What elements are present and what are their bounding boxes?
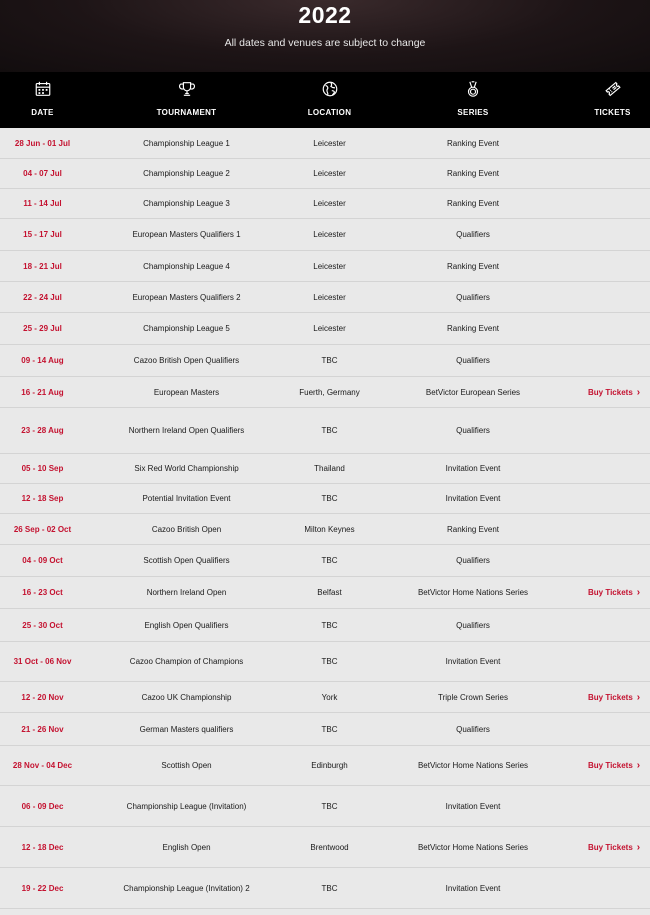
column-tickets	[575, 72, 650, 128]
event-tournament	[85, 692, 288, 703]
event-date-text: 19 - 22 Dec	[21, 883, 64, 893]
column-series	[371, 72, 575, 128]
event-series-text: Ranking Event	[446, 261, 500, 271]
event-location-text: York	[321, 692, 338, 702]
event-date-text: 18 - 21 Jul	[23, 261, 62, 271]
calendar-icon	[34, 80, 52, 98]
event-tournament-text: European Masters Qualifiers 1	[132, 230, 241, 239]
event-date-text: 16 - 21 Aug	[21, 387, 64, 397]
event-series-text: BetVictor European Series	[425, 387, 521, 397]
column-tournament	[85, 72, 288, 128]
event-date-text: 12 - 20 Nov	[21, 692, 64, 702]
event-location-text: TBC	[321, 494, 338, 503]
event-tournament	[85, 760, 288, 771]
event-tournament	[85, 555, 288, 566]
schedule-table	[0, 128, 650, 909]
event-series-text: Qualifiers	[456, 230, 490, 239]
event-date	[0, 229, 85, 240]
event-series-text: Ranking Event	[446, 169, 500, 178]
event-tournament	[85, 198, 288, 209]
event-date-text: 25 - 30 Oct	[22, 620, 63, 630]
chevron-right-icon[interactable]: ›	[636, 841, 641, 853]
event-location	[288, 724, 371, 735]
table-row	[0, 868, 650, 909]
column-date-label: DATE	[31, 108, 54, 117]
event-tournament	[85, 656, 288, 667]
event-location-text: TBC	[321, 620, 338, 630]
event-series	[371, 692, 575, 703]
event-series	[371, 555, 575, 566]
buy-tickets-link[interactable]	[575, 387, 650, 398]
event-tournament-text: Championship League 4	[143, 261, 230, 271]
event-tournament	[85, 883, 288, 894]
event-series-text: Qualifiers	[456, 356, 490, 365]
event-date-text: 12 - 18 Sep	[21, 494, 64, 503]
event-location-text: TBC	[321, 657, 338, 666]
event-tournament-text: Cazoo British Open Qualifiers	[133, 356, 240, 365]
event-location	[288, 355, 371, 366]
event-series	[371, 425, 575, 436]
event-series	[371, 323, 575, 334]
event-date	[0, 493, 85, 504]
table-row	[0, 189, 650, 219]
buy-tickets-label[interactable]: Buy Tickets	[588, 692, 633, 702]
event-date	[0, 198, 85, 209]
table-row	[0, 682, 650, 713]
event-tournament-text: English Open Qualifiers	[144, 620, 229, 630]
event-series	[371, 463, 575, 474]
event-series-text: Qualifiers	[456, 292, 490, 302]
event-location-text: Brentwood	[310, 842, 349, 852]
event-date	[0, 620, 85, 631]
event-location	[288, 555, 371, 566]
event-location	[288, 801, 371, 812]
table-row	[0, 609, 650, 642]
event-tournament-text: German Masters qualifiers	[139, 724, 234, 734]
event-series-text: Invitation Event	[445, 464, 501, 473]
event-date-text: 09 - 14 Aug	[21, 356, 64, 365]
table-row	[0, 128, 650, 159]
column-tournament-label: TOURNAMENT	[156, 108, 217, 117]
event-date-text: 23 - 28 Aug	[21, 426, 64, 435]
event-location-text: TBC	[321, 883, 338, 893]
event-date	[0, 724, 85, 735]
event-location	[288, 229, 371, 240]
event-location	[288, 620, 371, 631]
event-series	[371, 842, 575, 853]
page-title: 2022	[298, 2, 352, 28]
event-tournament	[85, 587, 288, 598]
event-series	[371, 524, 575, 535]
event-series	[371, 587, 575, 598]
page-hero	[0, 0, 650, 72]
event-date	[0, 387, 85, 398]
event-tournament	[85, 387, 288, 398]
event-location	[288, 692, 371, 703]
event-series-text: BetVictor Home Nations Series	[417, 761, 529, 770]
event-tournament-text: Northern Ireland Open	[146, 588, 227, 597]
buy-tickets-link[interactable]	[575, 842, 650, 853]
event-location-text: Edinburgh	[311, 761, 348, 770]
event-series	[371, 493, 575, 504]
event-series	[371, 760, 575, 771]
event-date	[0, 842, 85, 853]
event-tournament	[85, 463, 288, 474]
event-tournament-text: European Masters Qualifiers 2	[132, 292, 241, 302]
event-date	[0, 801, 85, 812]
event-location	[288, 842, 371, 853]
event-location	[288, 463, 371, 474]
event-series	[371, 387, 575, 398]
table-row	[0, 484, 650, 514]
event-date-text: 31 Oct - 06 Nov	[13, 657, 72, 666]
event-date	[0, 292, 85, 303]
event-tournament	[85, 425, 288, 436]
event-date-text: 05 - 10 Sep	[21, 464, 64, 473]
event-series-text: Ranking Event	[446, 199, 500, 208]
event-series	[371, 229, 575, 240]
table-row	[0, 219, 650, 251]
event-location-text: Belfast	[317, 588, 342, 597]
event-tournament-text: Scottish Open	[161, 761, 212, 770]
event-series-text: Qualifiers	[456, 556, 490, 565]
event-location-text: Leicester	[313, 138, 346, 148]
event-series	[371, 883, 575, 894]
event-series-text: Invitation Event	[445, 801, 501, 811]
table-row	[0, 514, 650, 545]
event-location-text: TBC	[321, 426, 338, 435]
event-series-text: Ranking Event	[446, 524, 500, 534]
buy-tickets-link[interactable]	[575, 760, 650, 771]
column-date	[0, 72, 85, 128]
column-location	[288, 72, 371, 128]
event-date	[0, 323, 85, 334]
buy-tickets-link[interactable]	[575, 692, 650, 703]
buy-tickets-label[interactable]: Buy Tickets	[588, 588, 633, 597]
event-location-text: Milton Keynes	[304, 524, 355, 534]
table-row	[0, 251, 650, 282]
table-row	[0, 642, 650, 682]
event-series-text: Ranking Event	[446, 324, 500, 333]
medal-icon	[464, 80, 482, 98]
event-location	[288, 524, 371, 535]
event-date	[0, 355, 85, 366]
event-location-text: TBC	[321, 801, 338, 811]
event-date-text: 26 Sep - 02 Oct	[13, 524, 72, 534]
chevron-right-icon[interactable]: ›	[636, 760, 641, 771]
event-series	[371, 724, 575, 735]
event-location-text: Leicester	[313, 261, 346, 271]
event-tournament	[85, 292, 288, 303]
event-date-text: 11 - 14 Jul	[23, 199, 62, 208]
event-location	[288, 883, 371, 894]
event-date	[0, 138, 85, 149]
event-location-text: TBC	[321, 356, 338, 365]
event-location-text: Leicester	[313, 292, 346, 302]
event-tournament-text: Six Red World Championship	[134, 464, 239, 473]
event-location-text: TBC	[321, 724, 338, 734]
event-tournament-text: Potential Invitation Event	[142, 494, 231, 503]
event-series-text: Invitation Event	[445, 883, 501, 893]
event-series-text: Qualifiers	[456, 724, 490, 734]
event-series-text: Triple Crown Series	[438, 692, 508, 702]
chevron-right-icon[interactable]: ›	[636, 691, 641, 703]
event-tournament-text: Northern Ireland Open Qualifiers	[128, 426, 245, 435]
event-tournament	[85, 524, 288, 535]
column-location-label: LOCATION	[307, 108, 352, 117]
event-date	[0, 760, 85, 771]
globe-icon	[321, 80, 339, 98]
event-date	[0, 692, 85, 703]
table-row	[0, 545, 650, 577]
event-location	[288, 168, 371, 179]
event-location	[288, 292, 371, 303]
event-series	[371, 168, 575, 179]
event-date	[0, 425, 85, 436]
event-location-text: Leicester	[313, 169, 346, 178]
event-date-text: 04 - 07 Jul	[23, 169, 62, 178]
event-location	[288, 760, 371, 771]
event-tournament-text: Scottish Open Qualifiers	[143, 556, 230, 565]
event-location	[288, 656, 371, 667]
event-tournament	[85, 842, 288, 853]
event-location	[288, 261, 371, 272]
event-series-text: Invitation Event	[445, 657, 501, 666]
table-row	[0, 713, 650, 746]
event-location	[288, 387, 371, 398]
buy-tickets-link[interactable]	[575, 587, 650, 598]
event-tournament-text: Cazoo Champion of Champions	[129, 657, 244, 666]
buy-tickets-label[interactable]: Buy Tickets	[588, 761, 633, 770]
table-row	[0, 377, 650, 408]
event-location	[288, 138, 371, 149]
event-location-text: Leicester	[313, 230, 346, 239]
event-location-text: Thailand	[314, 464, 345, 473]
event-date-text: 12 - 18 Dec	[21, 842, 64, 852]
event-series	[371, 138, 575, 149]
event-tournament-text: Championship League 5	[143, 324, 230, 333]
event-location	[288, 198, 371, 209]
buy-tickets-label[interactable]: Buy Tickets	[588, 842, 633, 852]
event-date-text: 04 - 09 Oct	[22, 556, 63, 565]
event-tournament	[85, 261, 288, 272]
event-date	[0, 656, 85, 667]
buy-tickets-label[interactable]: Buy Tickets	[588, 387, 633, 397]
event-date-text: 06 - 09 Dec	[21, 801, 64, 811]
event-series	[371, 355, 575, 366]
table-row	[0, 282, 650, 313]
event-series-text: Qualifiers	[456, 620, 490, 630]
event-date	[0, 524, 85, 535]
event-tournament	[85, 229, 288, 240]
event-location	[288, 493, 371, 504]
event-location-text: TBC	[321, 556, 338, 565]
event-date-text: 28 Nov - 04 Dec	[12, 761, 73, 770]
event-date-text: 21 - 26 Nov	[21, 724, 64, 734]
event-date	[0, 168, 85, 179]
event-series-text: Qualifiers	[456, 426, 490, 435]
event-date-text: 28 Jun - 01 Jul	[14, 138, 71, 148]
event-date-text: 25 - 29 Jul	[23, 324, 62, 333]
event-location-text: Leicester	[313, 324, 346, 333]
event-tournament	[85, 168, 288, 179]
event-location-text: Fuerth, Germany	[299, 387, 360, 397]
event-date-text: 15 - 17 Jul	[23, 230, 62, 239]
event-tournament-text: Championship League (Invitation)	[126, 801, 247, 811]
event-series	[371, 292, 575, 303]
event-location	[288, 587, 371, 598]
event-tournament-text: European Masters	[153, 387, 220, 397]
table-row	[0, 345, 650, 377]
event-series	[371, 801, 575, 812]
event-series	[371, 656, 575, 667]
event-tournament-text: Championship League 3	[143, 199, 230, 208]
event-tournament	[85, 724, 288, 735]
event-date	[0, 463, 85, 474]
event-tournament	[85, 620, 288, 631]
page-subtitle: All dates and venues are subject to change	[224, 37, 426, 49]
event-tournament	[85, 801, 288, 812]
event-location	[288, 323, 371, 334]
event-date	[0, 587, 85, 598]
event-series	[371, 198, 575, 209]
table-row	[0, 827, 650, 868]
table-row	[0, 746, 650, 786]
column-series-label: SERIES	[457, 108, 489, 117]
event-date	[0, 261, 85, 272]
event-date	[0, 883, 85, 894]
event-date-text: 22 - 24 Jul	[23, 292, 62, 302]
event-tournament-text: Championship League 2	[143, 169, 230, 178]
event-series	[371, 261, 575, 272]
table-row	[0, 786, 650, 827]
event-tournament-text: Championship League (Invitation) 2	[123, 883, 250, 893]
table-header	[0, 72, 650, 128]
event-date	[0, 555, 85, 566]
table-row	[0, 408, 650, 454]
event-location-text: Leicester	[313, 199, 346, 208]
event-series	[371, 620, 575, 631]
event-tournament-text: Championship League 1	[143, 138, 230, 148]
trophy-icon	[178, 80, 196, 98]
event-date-text: 16 - 23 Oct	[22, 588, 63, 597]
event-series-text: BetVictor Home Nations Series	[417, 588, 529, 597]
table-row	[0, 454, 650, 484]
event-tournament-text: English Open	[162, 842, 211, 852]
event-tournament-text: Cazoo British Open	[151, 524, 222, 534]
event-tournament	[85, 323, 288, 334]
event-tournament	[85, 138, 288, 149]
event-location	[288, 425, 371, 436]
table-row	[0, 577, 650, 609]
event-tournament	[85, 355, 288, 366]
event-series-text: BetVictor Home Nations Series	[417, 842, 529, 852]
event-series-text: Invitation Event	[445, 494, 501, 503]
table-row	[0, 313, 650, 345]
chevron-right-icon[interactable]: ›	[636, 386, 641, 398]
ticket-icon	[604, 80, 622, 98]
event-series-text: Ranking Event	[446, 138, 500, 148]
column-tickets-label: TICKETS	[594, 108, 631, 117]
table-row	[0, 159, 650, 189]
chevron-right-icon[interactable]: ›	[636, 587, 641, 598]
event-tournament	[85, 493, 288, 504]
event-tournament-text: Cazoo UK Championship	[141, 692, 232, 702]
